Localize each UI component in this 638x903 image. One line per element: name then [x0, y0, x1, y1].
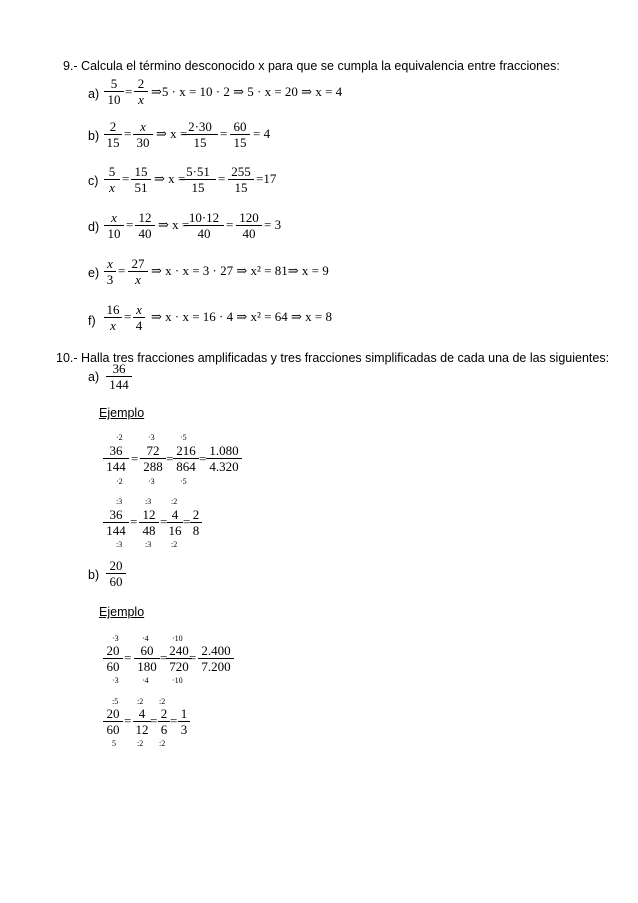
equation-mid: ⇒ x =	[154, 171, 186, 186]
equation-rest: ⇒ x · x = 16 · 4 ⇒ x² = 64 ⇒ x = 8	[151, 309, 332, 324]
fraction: $\frac{1}{3}$	[178, 706, 190, 738]
fraction: $\frac{x}{4}$	[133, 302, 145, 334]
fraction: $\frac{2\cdot 30}{15}$	[182, 119, 218, 151]
fraction: $\frac{36}{144}$	[103, 507, 129, 539]
item-label: a)	[88, 370, 100, 384]
fraction: $\frac{216}{864}$	[173, 443, 199, 475]
fraction: $\frac{x}{10}$	[104, 210, 124, 242]
item-label: c)	[88, 174, 99, 188]
equation-mid: ⇒ x =	[156, 126, 188, 141]
fraction: $\frac{x}{3}$	[104, 256, 116, 288]
fraction: $\frac{2}{6}$	[158, 706, 170, 738]
equation-end: = 4	[253, 126, 271, 141]
fraction: $\frac{2}{15}$	[104, 119, 122, 151]
fraction: $\frac{5}{x}$	[104, 164, 120, 196]
exercise-10-title: 10.- Halla tres fracciones amplificadas y tres fracciones simplificadas de cada una de las siguientes:	[56, 351, 610, 365]
fraction: $\frac{240}{720}$	[166, 643, 192, 675]
fraction: $\frac{120}{40}$	[236, 210, 262, 242]
fraction: $\frac{5}{10}$	[104, 76, 124, 108]
equation-rest: ⇒ x · x = 3 · 27 ⇒ x² = 81⇒ x = 9	[151, 263, 329, 278]
fraction: $\frac{72}{288}$	[140, 443, 166, 475]
fraction: $\frac{20}{60}$	[106, 558, 126, 590]
fraction: $\frac{12}{40}$	[135, 210, 155, 242]
fraction: $\frac{20}{60}$	[103, 643, 123, 675]
item-label: a)	[88, 87, 100, 101]
fraction: $\frac{12}{48}$	[139, 507, 159, 539]
item-label: b)	[88, 129, 100, 143]
item-label: b)	[88, 568, 100, 582]
fraction: $\frac{60}{180}$	[134, 643, 160, 675]
fraction: $\frac{60}{15}$	[230, 119, 250, 151]
fraction: $\frac{x}{30}$	[133, 119, 153, 151]
example-label: Ejemplo	[99, 406, 145, 420]
example-label: Ejemplo	[99, 605, 145, 619]
item-label: e)	[88, 266, 100, 280]
fraction: $\frac{255}{15}$	[228, 164, 254, 196]
fraction: $\frac{16}{x}$	[104, 302, 122, 334]
item-label: d)	[88, 220, 100, 234]
fraction: $\frac{20}{60}$	[103, 706, 123, 738]
equation-end: = 3	[264, 217, 282, 232]
equation-mid: ⇒ x =	[158, 217, 190, 232]
fraction: $\frac{10\cdot 12}{40}$	[184, 210, 224, 242]
item-label: f)	[88, 314, 96, 328]
fraction: $\frac{4}{12}$	[133, 706, 151, 738]
fraction: $\frac{2}{8}$	[190, 507, 202, 539]
equation-end: =17	[256, 171, 277, 186]
fraction: $\frac{36}{144}$	[106, 361, 132, 393]
fraction: $\frac{1.080}{4.320}$	[206, 443, 242, 475]
fraction: $\frac{2.400}{7.200}$	[198, 643, 234, 675]
equation-rest: ⇒5 · x = 10 · 2 ⇒ 5 · x = 20 ⇒ x = 4	[151, 84, 343, 99]
fraction: $\frac{27}{x}$	[128, 256, 148, 288]
fraction: $\frac{2}{x}$	[134, 76, 148, 108]
fraction: $\frac{15}{51}$	[131, 164, 151, 196]
exercise-9-title: 9.- Calcula el término desconocido x para que se cumpla la equivalencia entre fracciones:	[63, 59, 560, 73]
fraction: $\frac{5\cdot 51}{15}$	[180, 164, 216, 196]
fraction: $\frac{4}{16}$	[168, 507, 182, 538]
fraction: $\frac{36}{144}$	[103, 443, 129, 475]
